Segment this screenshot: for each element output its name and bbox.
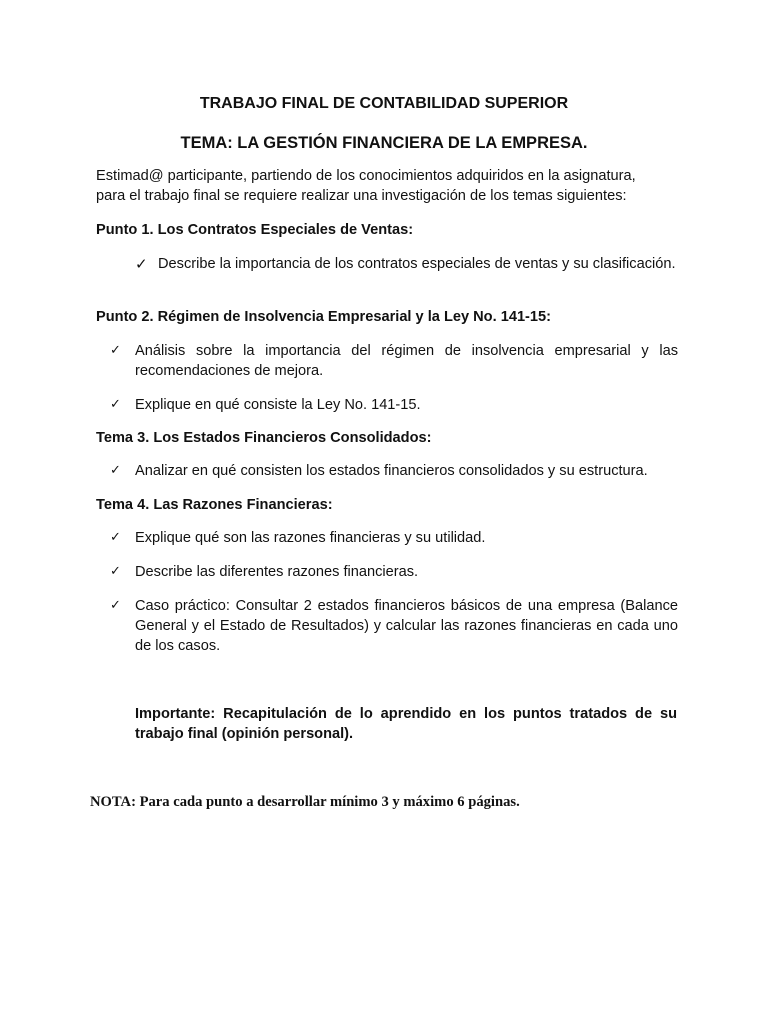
check-icon: ✓ (110, 530, 121, 545)
important-note: Importante: Recapitulación de lo aprendido en los puntos tratados de su trabajo final (opinión personal). (135, 706, 677, 742)
nota-footer: NOTA: Para cada punto a desarrollar mínimo 3 y máximo 6 páginas. (90, 794, 520, 810)
section-heading-punto-2: Punto 2. Régimen de Insolvencia Empresarial y la Ley No. 141-15: (96, 309, 552, 325)
section-heading-tema-3: Tema 3. Los Estados Financieros Consolidados: (96, 430, 432, 446)
intro-line-2: para el trabajo final se requiere realizar una investigación de los temas siguientes: (96, 188, 627, 204)
list-item-text: Describe la importancia de los contratos especiales de ventas y su clasificación. (158, 256, 676, 272)
list-item (110, 596, 678, 656)
check-icon: ✓ (110, 564, 121, 579)
list-item-text: Explique en qué consiste la Ley No. 141-15. (135, 397, 421, 413)
document-subtitle: TEMA: LA GESTIÓN FINANCIERA DE LA EMPRESA. (180, 134, 588, 152)
list-item (110, 562, 678, 582)
list-item-text: Describe las diferentes razones financieras. (135, 564, 419, 580)
document-title: TRABAJO FINAL DE CONTABILIDAD SUPERIOR (199, 95, 569, 112)
intro-line-1: Estimad@ participante, partiendo de los conocimientos adquiridos en la asignatura, (96, 168, 636, 184)
list-item (110, 528, 678, 548)
list-item-text: Análisis sobre la importancia del régimen de insolvencia empresarial y las recomendaciones de mejora. (135, 343, 678, 379)
check-icon: ✓ (110, 397, 121, 412)
list-item (110, 341, 678, 381)
section-heading-punto-1: Punto 1. Los Contratos Especiales de Ventas: (96, 222, 414, 238)
list-item-text: Explique qué son las razones financieras y su utilidad. (135, 530, 486, 546)
check-icon: ✓ (135, 255, 148, 273)
check-icon: ✓ (110, 343, 121, 358)
check-icon: ✓ (110, 463, 121, 478)
list-item-text: Analizar en qué consisten los estados financieros consolidados y su estructura. (135, 463, 648, 479)
section-heading-tema-4: Tema 4. Las Razones Financieras: (96, 497, 333, 513)
intro-paragraph (96, 166, 686, 206)
list-item (110, 461, 678, 481)
list-item (110, 395, 678, 415)
check-icon: ✓ (110, 598, 121, 613)
list-item (110, 254, 678, 274)
list-item-text: Caso práctico: Consultar 2 estados financieros básicos de una empresa (Balance General y el Estado de Resultados) y calcular las razones financieras en cada uno de los casos. (135, 598, 678, 654)
